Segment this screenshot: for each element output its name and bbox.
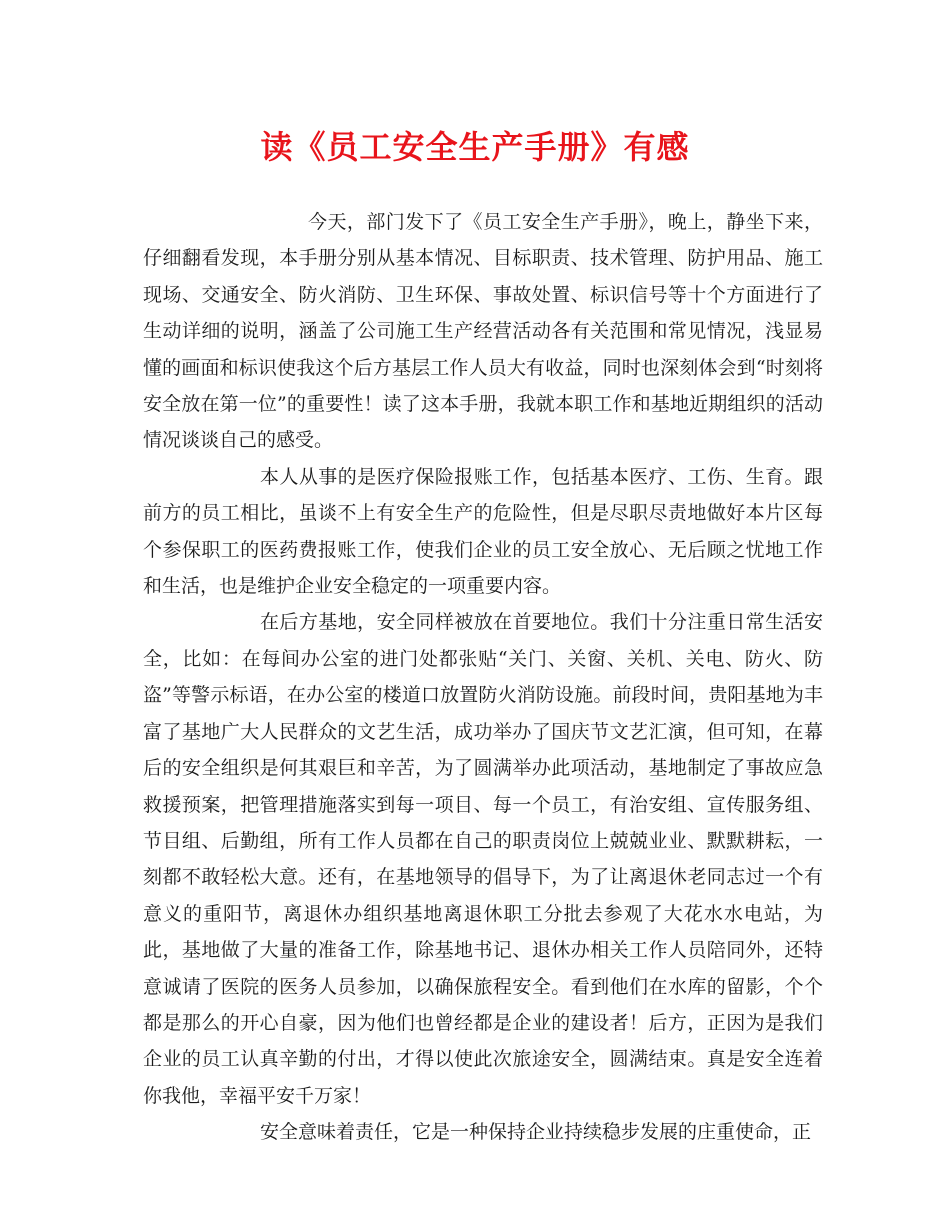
document-body [143,204,823,1151]
paragraph-3: 在后方基地，安全同样被放在首要地位。我们十分注重日常生活安全，比如：在每间办公室的进门处都张贴“关门、关窗、关机、关电、防火、防盗”等警示标语，在办公室的楼道口放置防火消防设施。前段时间，贵阳基地为丰富了基地广大人民群众的文艺生活，成功举办了国庆节文艺汇演，但可知，在幕后的安全组织是何其艰巨和辛苦，为了圆满举办此项活动，基地制定了事故应急救援预案，把管理措施落实到每一项目、每一个员工，有治安组、宣传服务组、节目组、后勤组，所有工作人员都在自己的职责岗位上兢兢业业、默默耕耘，一刻都不敢轻松大意。还有，在基地领导的倡导下，为了让离退休老同志过一个有意义的重阳节，离退休办组织基地离退休职工分批去参观了大花水水电站，为此，基地做了大量的准备工作，除基地书记、退休办相关工作人员陪同外，还特意诚请了医院的医务人员参加，以确保旅程安全。看到他们在水库的留影，个个都是那么的开心自豪，因为他们也曾经都是企业的建设者！后方，正因为是我们企业的员工认真辛勤的付出，才得以使此次旅途安全，圆满结束。真是安全连着你我他，幸福平安千万家！ [143,611,823,1107]
document-title: 读《员工安全生产手册》有感 [260,128,690,166]
paragraph-2: 本人从事的是医疗保险报账工作，包括基本医疗、工伤、生育。跟前方的员工相比，虽谈不上有安全生产的危险性，但是尽职尽责地做好本片区每个参保职工的医药费报账工作，使我们企业的员工安全放心、无后顾之忧地工作和生活，也是维护企业安全稳定的一项重要内容。 [143,465,823,598]
paragraph-4: 安全意味着责任，它是一种保持企业持续稳步发展的庄重使命，正 [260,1121,812,1144]
paragraph-1: 今天，部门发下了《员工安全生产手册》，晚上，静坐下来，仔细翻看发现，本手册分别从基本情况、目标职责、技术管理、防护用品、施工现场、交通安全、防火消防、卫生环保、事故处置、标识信号等十个方面进行了生动详细的说明，涵盖了公司施工生产经营活动各有关范围和常见情况，浅显易懂的画面和标识使我这个后方基层工作人员大有收益，同时也深刻体会到“时刻将安全放在第一位”的重要性！读了这本手册，我就本职工作和基地近期组织的活动情况谈谈自己的感受。 [143,211,823,452]
